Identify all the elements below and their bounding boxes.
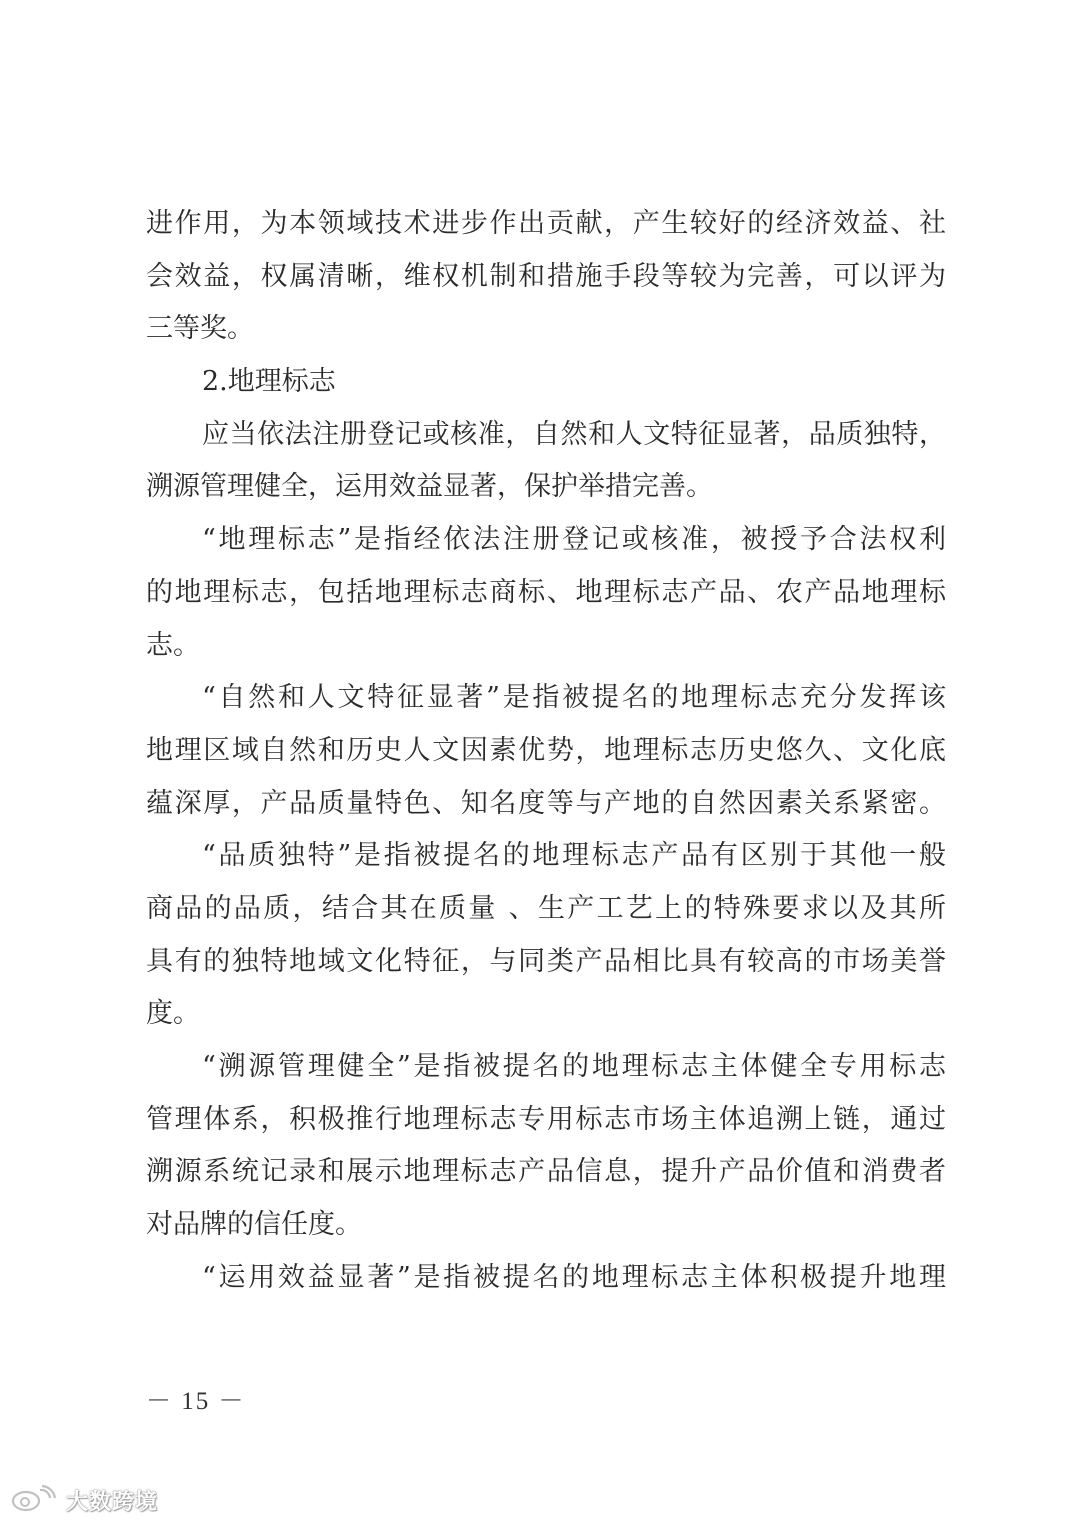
watermark-text: 大数跨境 [66, 1489, 159, 1515]
text-line-19: 溯源系统记录和展示地理标志产品信息，提升产品价值和消费者 [146, 1156, 946, 1188]
text-line-7: “地理标志”是指经依法注册登记或核准，被授予合法权利 [202, 524, 946, 556]
text-line-8: 的地理标志，包括地理标志商标、地理标志产品、农产品地理标 [146, 576, 946, 608]
text-line-3: 三等奖。 [146, 313, 254, 345]
text-line-1: 进作用，为本领域技术进步作出贡献，产生较好的经济效益、社 [146, 208, 946, 239]
text-line-16: 度。 [146, 998, 200, 1030]
text-line-21: “运用效益显著”是指被提名的地理标志主体积极提升地理 [202, 1261, 946, 1293]
text-line-2: 会效益，权属清晰，维权机制和措施手段等较为完善，可以评为 [146, 260, 946, 292]
text-line-6: 溯源管理健全，运用效益显著，保护举措完善。 [146, 471, 713, 503]
weibo-logo-icon [10, 1484, 58, 1516]
text-line-13: “品质独特”是指被提名的地理标志产品有区别于其他一般 [202, 840, 946, 872]
text-line-14: 商品的品质，结合其在质量 、生产工艺上的特殊要求以及其所 [146, 892, 946, 924]
section-heading: 2.地理标志 [202, 366, 336, 398]
text-line-11: 地理区域自然和历史人文因素优势，地理标志历史悠久、文化底 [146, 734, 946, 766]
text-line-5: 应当依法注册登记或核准，自然和人文特征显著，品质独特， [202, 418, 946, 450]
text-line-12: 蕴深厚，产品质量特色、知名度等与产地的自然因素关系紧密。 [146, 787, 946, 819]
text-line-20: 对品牌的信任度。 [146, 1209, 362, 1241]
text-line-18: 管理体系，积极推行地理标志专用标志市场主体追溯上链，通过 [146, 1103, 946, 1135]
text-line-10: “自然和人文特征显著”是指被提名的地理标志充分发挥该 [202, 682, 946, 714]
text-line-9: 志。 [146, 629, 200, 661]
watermark [10, 1484, 158, 1516]
text-line-15: 具有的独特地域文化特征，与同类产品相比具有较高的市场美誉 [146, 945, 946, 977]
body-text [146, 198, 946, 1304]
text-line-17: “溯源管理健全”是指被提名的地理标志主体健全专用标志 [202, 1051, 946, 1082]
page-number: － 15 － [146, 1388, 246, 1415]
